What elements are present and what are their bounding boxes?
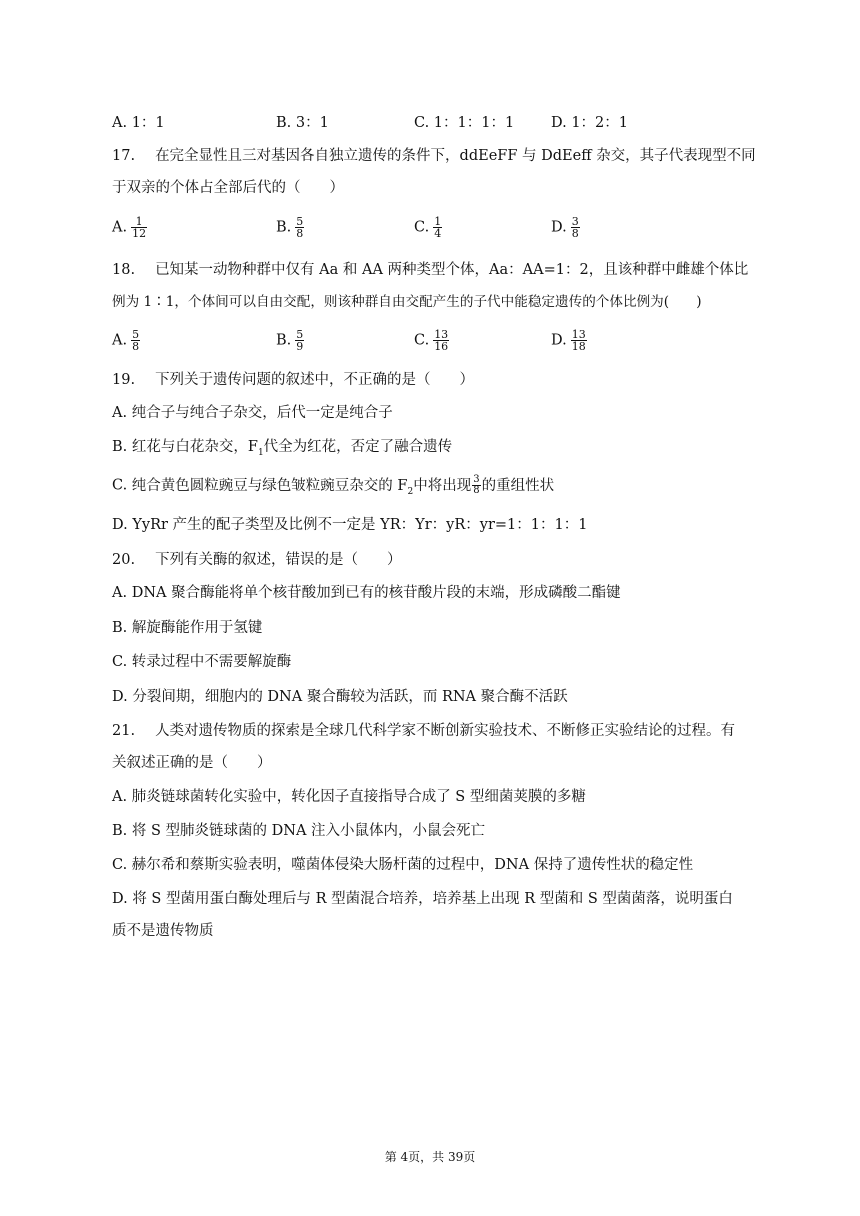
option-letter: C. [414, 332, 430, 349]
option-text: 红花与白花杂交，$F_1$代全为红花，否定了融合遗传 [131, 439, 453, 458]
option-letter: D. [112, 517, 128, 533]
fraction: $\frac{13}{18}$ [571, 328, 586, 353]
option-text: 纯合子与纯合子杂交，后代一定是纯合子 [131, 405, 393, 421]
option-text: 1：2：1 [571, 115, 629, 131]
q21-option-b[interactable] [112, 821, 485, 841]
question-text: 下列关于遗传问题的叙述中，不正确的是（ ） [155, 372, 475, 388]
option-letter: B. [276, 332, 292, 349]
q20-option-b[interactable] [112, 618, 262, 638]
option-letter: A. [112, 115, 128, 131]
question-number: 21. [112, 723, 136, 739]
option-text: 1：1 [131, 115, 165, 131]
q20-option-d[interactable] [112, 687, 568, 707]
option-text: 肺炎链球菌转化实验中，转化因子直接指导合成了 S 型细菌荚膜的多糖 [131, 789, 586, 805]
q20-option-c[interactable] [112, 652, 291, 672]
fraction: $\frac{5}{8}$ [132, 328, 140, 353]
q21-option-a[interactable] [112, 787, 586, 807]
q19-stem [112, 370, 474, 390]
option-letter: C. [414, 115, 430, 131]
option-text: 3：1 [295, 115, 329, 131]
q18-stem-line2: 例为 1∶1，个体间可以自由交配，则该种群自由交配产生的子代中能稳定遗传的个体比例为( ) [112, 294, 702, 310]
option-text: 将 S 型肺炎链球菌的 DNA 注入小鼠体内，小鼠会死亡 [131, 823, 486, 839]
q21-stem-line2: 关叙述正确的是（ ） [112, 755, 272, 771]
option-letter: D. [551, 332, 567, 349]
q21-option-d-cont: 质不是遗传物质 [112, 923, 214, 939]
q16-option-b[interactable] [276, 113, 329, 133]
q18-option-a[interactable] [112, 329, 140, 352]
q17-stem-line1 [112, 146, 756, 166]
option-text: 分裂间期，细胞内的 DNA 聚合酶较为活跃，而 RNA 聚合酶不活跃 [132, 689, 568, 705]
option-letter: D. [551, 115, 567, 131]
option-letter: B. [112, 620, 128, 636]
option-letter: C. [112, 654, 128, 670]
q19-option-c[interactable] [112, 475, 554, 501]
fraction: $\frac{1}{12}$ [132, 215, 147, 240]
question-text: 下列有关酶的叙述，错误的是（ ） [155, 552, 402, 568]
option-letter: A. [112, 789, 128, 805]
q19-option-a[interactable] [112, 403, 393, 423]
fraction: $\frac{5}{9}$ [296, 328, 304, 353]
option-letter: B. [112, 439, 128, 455]
option-letter: C. [112, 857, 128, 873]
q19-option-d[interactable] [112, 515, 587, 535]
question-number: 18. [112, 262, 136, 278]
q16-option-c[interactable] [414, 113, 514, 133]
option-letter: D. [551, 219, 567, 236]
q17-option-c[interactable] [414, 216, 442, 239]
q20-option-a[interactable] [112, 583, 621, 603]
q16-option-d[interactable] [551, 113, 628, 133]
fraction: $\frac{5}{8}$ [296, 215, 304, 240]
option-letter: A. [112, 332, 128, 349]
option-letter: A. [112, 219, 128, 236]
option-letter: B. [276, 115, 292, 131]
option-text: 赫尔希和蔡斯实验表明，噬菌体侵染大肠杆菌的过程中，DNA 保持了遗传性状的稳定性 [131, 857, 694, 873]
fraction: $\frac{13}{16}$ [434, 328, 449, 353]
q17-option-d[interactable] [551, 216, 580, 239]
q21-option-c[interactable] [112, 855, 693, 875]
option-text: 转录过程中不需要解旋酶 [131, 654, 292, 670]
q18-stem-line1 [112, 260, 748, 280]
q19-option-b[interactable] [112, 437, 452, 463]
fraction: $\frac{1}{4}$ [434, 215, 442, 240]
page-footer: 第 4页，共 39页 [384, 1150, 476, 1164]
question-text: 人类对遗传物质的探索是全球几代科学家不断创新实验技术、不断修正实验结论的过程。有 [155, 723, 736, 739]
question-text: 在完全显性且三对基因各自独立遗传的条件下，ddEeFF 与 DdEeff 杂交，其子代表现型不同 [155, 148, 756, 164]
option-letter: B. [112, 823, 128, 839]
option-text: YyRr 产生的配子类型及比例不一定是 YR：Yr：yR：yr=1：1：1：1 [132, 517, 588, 533]
q21-option-d[interactable] [112, 889, 733, 909]
option-text: 将 S 型菌用蛋白酶处理后与 R 型菌混合培养，培养基上出现 R 型菌和 S 型菌菌落，说明蛋白 [132, 891, 733, 907]
option-letter: D. [112, 689, 128, 705]
question-number: 20. [112, 552, 136, 568]
q17-stem-line2: 于双亲的个体占全部后代的（ ） [112, 180, 344, 196]
option-text: 解旋酶能作用于氢键 [131, 620, 263, 636]
option-text: DNA 聚合酶能将单个核苷酸加到已有的核苷酸片段的末端，形成磷酸二酯键 [131, 585, 621, 601]
option-letter: A. [112, 585, 128, 601]
q20-stem [112, 550, 402, 570]
q18-option-d[interactable] [551, 329, 587, 352]
question-text: 已知某一动物种群中仅有 Aa 和 AA 两种类型个体，Aa：AA=1：2，且该种群中雌雄个体比 [155, 262, 749, 278]
option-letter: A. [112, 405, 128, 421]
option-letter: C. [414, 219, 430, 236]
fraction: $\frac{3}{8}$ [473, 474, 480, 496]
q17-option-a[interactable] [112, 216, 147, 239]
q18-option-b[interactable] [276, 329, 304, 352]
option-text: 纯合黄色圆粒豌豆与绿色皱粒豌豆杂交的 $F_2$中将出现 $\frac{3}{8}$ 的重组性状 [131, 474, 555, 497]
q18-option-c[interactable] [414, 329, 449, 352]
option-letter: C. [112, 477, 128, 494]
q21-stem-line1 [112, 721, 735, 741]
fraction: $\frac{3}{8}$ [571, 215, 579, 240]
option-letter: B. [276, 219, 292, 236]
question-number: 17. [112, 148, 136, 164]
option-letter: D. [112, 891, 128, 907]
q16-option-a[interactable] [112, 113, 165, 133]
question-number: 19. [112, 372, 136, 388]
q17-option-b[interactable] [276, 216, 304, 239]
option-text: 1：1：1：1 [433, 115, 515, 131]
